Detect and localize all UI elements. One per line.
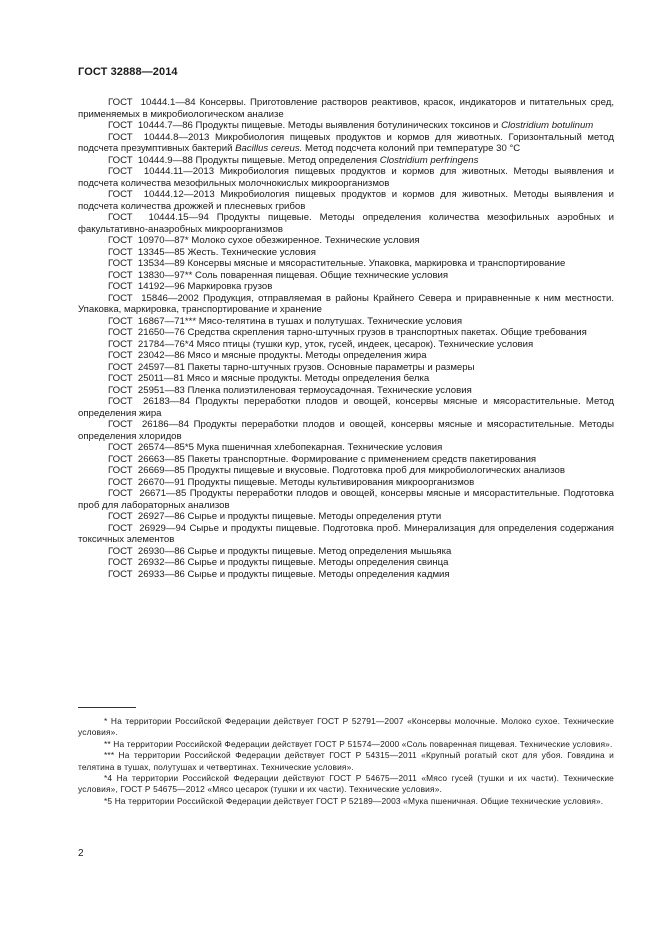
reference-item bbox=[78, 396, 614, 419]
reference-number: 26663—85 bbox=[137, 453, 185, 465]
normative-references-list bbox=[78, 97, 614, 580]
footnote bbox=[78, 739, 614, 750]
gost-prefix: ГОСТ bbox=[108, 511, 138, 522]
reference-number: 24597—81 bbox=[137, 361, 185, 373]
reference-item bbox=[78, 385, 614, 397]
reference-item bbox=[78, 546, 614, 558]
reference-number: 26927—86 bbox=[137, 511, 185, 522]
reference-item bbox=[78, 569, 614, 581]
reference-title: Пакеты тарно-штучных грузов. Основные параметры и размеры bbox=[184, 361, 475, 373]
reference-number: 14192—96 bbox=[137, 281, 185, 292]
gost-prefix: ГОСТ bbox=[108, 419, 142, 430]
document-header: ГОСТ 32888—2014 bbox=[78, 66, 178, 78]
gost-prefix: ГОСТ bbox=[108, 373, 138, 384]
gost-prefix: ГОСТ bbox=[108, 338, 138, 350]
reference-number: 25951—83 bbox=[137, 384, 185, 396]
reference-title: Продукты пищевые. Методы культивирования микроорганизмов bbox=[184, 476, 475, 488]
gost-prefix: ГОСТ bbox=[108, 269, 138, 281]
gost-prefix: ГОСТ bbox=[108, 350, 138, 361]
reference-item bbox=[78, 281, 614, 293]
reference-title: Микробиология пищевых продуктов и кормов для животных. Методы выявления и подсчета количества дрожжей и плесневых грибов bbox=[78, 189, 614, 212]
footnote-text: На территории Российской Федерации действует ГОСТ Р 52189—2003 «Мука пшеничная. Общие технические условия». bbox=[112, 795, 604, 806]
reference-number: 23042—86 bbox=[137, 350, 185, 361]
reference-item bbox=[78, 97, 614, 120]
reference-item bbox=[78, 212, 614, 235]
reference-number: 26671—85 bbox=[139, 488, 187, 499]
reference-item bbox=[78, 270, 614, 282]
reference-item bbox=[78, 350, 614, 362]
gost-prefix: ГОСТ bbox=[108, 488, 140, 499]
reference-number: 10970—87* bbox=[137, 235, 189, 246]
footnote-text: На территории Российской Федерации действует ГОСТ Р 52791—2007 «Консервы молочные. Молоко сухое. Технические условия». bbox=[78, 716, 614, 738]
gost-prefix: ГОСТ bbox=[108, 396, 144, 407]
footnote-mark: ** bbox=[104, 738, 111, 749]
reference-number: 10444.12—2013 bbox=[143, 189, 215, 200]
gost-prefix: ГОСТ bbox=[108, 292, 142, 304]
reference-item bbox=[78, 339, 614, 351]
reference-number: 25011—81 bbox=[137, 373, 185, 384]
reference-item bbox=[78, 454, 614, 466]
reference-title: Мясо-телятина в тушах и полутушах. Технические условия bbox=[196, 315, 463, 327]
reference-number: 26670—91 bbox=[137, 476, 185, 488]
footnote-text: На территории Российской Федерации действует ГОСТ Р 54315—2011 «Крупный рогатый скот для убоя. Говядина и телятина в тушах, полутушах и четвертинах. Технические условия». bbox=[78, 750, 614, 772]
gost-prefix: ГОСТ bbox=[108, 522, 140, 534]
gost-prefix: ГОСТ bbox=[108, 568, 138, 580]
reference-title: Консервы. Приготовление растворов реактивов, красок, индикаторов и питательных сред, применяемых в микробиологическом анализе bbox=[78, 97, 614, 120]
gost-prefix: ГОСТ bbox=[108, 384, 138, 396]
reference-title: Мука пшеничная хлебопекарная. Технические условия bbox=[193, 442, 443, 453]
gost-prefix: ГОСТ bbox=[108, 189, 144, 200]
reference-title: Сырье и продукты пищевые. Подготовка проб. Минерализация для определения содержания токсичных элементов bbox=[78, 522, 614, 545]
reference-title: Продукты переработки плодов и овощей, консервы мясные и мясорастительные. Метод определения жира bbox=[78, 396, 614, 419]
gost-prefix: ГОСТ bbox=[108, 154, 138, 166]
reference-number: 26186—84 bbox=[141, 419, 189, 430]
reference-item bbox=[78, 155, 614, 167]
gost-prefix: ГОСТ bbox=[108, 258, 138, 269]
reference-item bbox=[78, 189, 614, 212]
reference-title: Продукты пищевые. Методы выявления ботулинических токсинов и bbox=[192, 120, 502, 131]
reference-item bbox=[78, 557, 614, 569]
reference-item bbox=[78, 419, 614, 442]
reference-title: Сырье и продукты пищевые. Методы определения свинца bbox=[184, 557, 449, 568]
reference-number: 10444.1—84 bbox=[140, 97, 196, 108]
gost-prefix: ГОСТ bbox=[108, 327, 138, 338]
reference-title: Молоко сухое обезжиренное. Технические условия bbox=[188, 235, 420, 246]
reference-number: 26933—86 bbox=[137, 568, 185, 580]
footnote-mark: *** bbox=[104, 750, 115, 761]
reference-number: 26669—85 bbox=[137, 465, 185, 476]
reference-title: Мясо и мясные продукты. Методы определения жира bbox=[184, 350, 427, 361]
footnotes-list bbox=[78, 716, 614, 807]
footnote bbox=[78, 750, 614, 773]
gost-prefix: ГОСТ bbox=[108, 246, 138, 258]
footnote-separator bbox=[78, 707, 136, 708]
reference-title: Продукты переработки плодов и овощей, консервы мясные и мясорастительные. Методы определения хлоридов bbox=[78, 419, 615, 442]
reference-title-tail: Метод подсчета колоний при температуре 30 °С bbox=[302, 143, 521, 154]
reference-item bbox=[78, 235, 614, 247]
reference-number: 10444.11—2013 bbox=[143, 166, 215, 177]
gost-prefix: ГОСТ bbox=[108, 235, 138, 246]
gost-prefix: ГОСТ bbox=[108, 212, 149, 223]
gost-prefix: ГОСТ bbox=[108, 281, 138, 292]
gost-prefix: ГОСТ bbox=[108, 361, 138, 373]
reference-item bbox=[78, 373, 614, 385]
gost-prefix: ГОСТ bbox=[108, 476, 138, 488]
reference-latin-name: Clostridium botulinum bbox=[501, 120, 594, 131]
reference-number: 16867—71*** bbox=[137, 315, 197, 327]
reference-title: Продукты переработки плодов и овощей, консервы мясные и мясорастительные. Подготовка проб для лабораторных анализов bbox=[78, 488, 614, 511]
reference-title: Сырье и продукты пищевые. Методы определения ртути bbox=[184, 511, 442, 522]
reference-item bbox=[78, 293, 614, 316]
footnote-mark: * bbox=[104, 716, 108, 726]
reference-item bbox=[78, 120, 614, 132]
reference-title: Жесть. Технические условия bbox=[184, 246, 316, 258]
gost-prefix: ГОСТ bbox=[108, 131, 144, 143]
reference-title: Продукты пищевые. Метод определения bbox=[192, 154, 380, 166]
gost-prefix: ГОСТ bbox=[108, 545, 138, 557]
reference-item bbox=[78, 465, 614, 477]
reference-item bbox=[78, 132, 614, 155]
reference-title: Продукция, отправляемая в районы Крайнего Севера и приравненные к ним местности. Упаковка, маркировка, транспортирование и хранение bbox=[78, 292, 614, 315]
footnote bbox=[78, 796, 614, 807]
gost-prefix: ГОСТ bbox=[108, 315, 138, 327]
reference-number: 26929—94 bbox=[139, 522, 187, 534]
gost-prefix: ГОСТ bbox=[108, 442, 138, 453]
reference-title: Пленка полиэтиленовая термоусадочная. Технические условия bbox=[184, 384, 472, 396]
reference-item bbox=[78, 327, 614, 339]
reference-number: 21650—76 bbox=[137, 327, 185, 338]
reference-title: Маркировка грузов bbox=[184, 281, 273, 292]
footnote-text: На территории Российской Федерации действуют ГОСТ Р 54675—2011 «Мясо гусей (тушки и их части). Технические условия», ГОСТ Р 54675—2012 «Мясо цесарок (тушки и их части). Технические условия». bbox=[78, 773, 614, 795]
reference-title: Мясо птицы (тушки кур, уток, гусей, индеек, цесарок). Технические условия bbox=[193, 338, 534, 350]
reference-item bbox=[78, 511, 614, 523]
footnote-mark: *5 bbox=[104, 795, 113, 806]
reference-title: Микробиология пищевых продуктов и кормов для животных. Горизонтальный метод подсчета презумптивных бактерий bbox=[78, 131, 614, 154]
reference-number: 26932—86 bbox=[137, 557, 185, 568]
reference-item bbox=[78, 166, 614, 189]
reference-title: Соль поваренная пищевая. Общие технические условия bbox=[192, 269, 449, 281]
reference-latin-name: Clostridium perfringens bbox=[379, 154, 479, 166]
reference-number: 13830—97** bbox=[137, 269, 193, 281]
reference-title: Продукты пищевые. Методы определения количества мезофильных аэробных и факультативно-анаэробных микроорганизмов bbox=[78, 212, 614, 235]
reference-number: 10444.15—94 bbox=[148, 212, 209, 223]
page-number: 2 bbox=[78, 848, 84, 859]
reference-number: 15846—2002 bbox=[141, 292, 199, 304]
reference-title: Продукты пищевые и вкусовые. Подготовка проб для микробиологических анализов bbox=[184, 465, 565, 476]
reference-title: Мясо и мясные продукты. Методы определения белка bbox=[184, 373, 430, 384]
reference-item bbox=[78, 488, 614, 511]
reference-number: 10444.9—88 bbox=[137, 154, 193, 166]
gost-prefix: ГОСТ bbox=[108, 557, 138, 568]
gost-prefix: ГОСТ bbox=[108, 97, 141, 108]
footnote-text: На территории Российской Федерации действует ГОСТ Р 51574—2000 «Соль поваренная пищевая. Технические условия». bbox=[110, 738, 613, 749]
reference-title: Средства скрепления тарно-штучных грузов в транспортных пакетах. Общие требования bbox=[184, 327, 587, 338]
reference-number: 13345—85 bbox=[137, 246, 185, 258]
reference-number: 26574—85*5 bbox=[137, 442, 194, 453]
reference-number: 26930—86 bbox=[137, 545, 185, 557]
reference-item bbox=[78, 247, 614, 259]
reference-number: 26183—84 bbox=[143, 396, 191, 407]
reference-item bbox=[78, 258, 614, 270]
footnote bbox=[78, 773, 614, 796]
gost-prefix: ГОСТ bbox=[108, 453, 138, 465]
gost-prefix: ГОСТ bbox=[108, 166, 144, 177]
reference-title: Пакеты транспортные. Формирование с применением средств пакетирования bbox=[184, 453, 537, 465]
reference-number: 21784—76*4 bbox=[137, 338, 194, 350]
reference-title: Сырье и продукты пищевые. Метод определения мышьяка bbox=[184, 545, 452, 557]
footnote-mark: *4 bbox=[104, 773, 113, 784]
reference-item bbox=[78, 362, 614, 374]
gost-prefix: ГОСТ bbox=[108, 465, 138, 476]
reference-title: Консервы мясные и мясорастительные. Упаковка, маркировка и транспортирование bbox=[184, 258, 566, 269]
reference-number: 10444.7—86 bbox=[137, 120, 193, 131]
reference-latin-name: Bacillus cereus. bbox=[235, 143, 303, 154]
reference-title: Микробиология пищевых продуктов и кормов для животных. Методы выявления и подсчета количества мезофильных молочнокислых микроорганизмов bbox=[78, 166, 614, 189]
gost-prefix: ГОСТ bbox=[108, 120, 138, 131]
reference-item bbox=[78, 442, 614, 454]
reference-item bbox=[78, 316, 614, 328]
footnote bbox=[78, 716, 614, 739]
reference-item bbox=[78, 477, 614, 489]
reference-number: 13534—89 bbox=[137, 258, 185, 269]
reference-item bbox=[78, 523, 614, 546]
reference-title: Сырье и продукты пищевые. Методы определения кадмия bbox=[184, 568, 450, 580]
reference-number: 10444.8—2013 bbox=[143, 131, 210, 143]
